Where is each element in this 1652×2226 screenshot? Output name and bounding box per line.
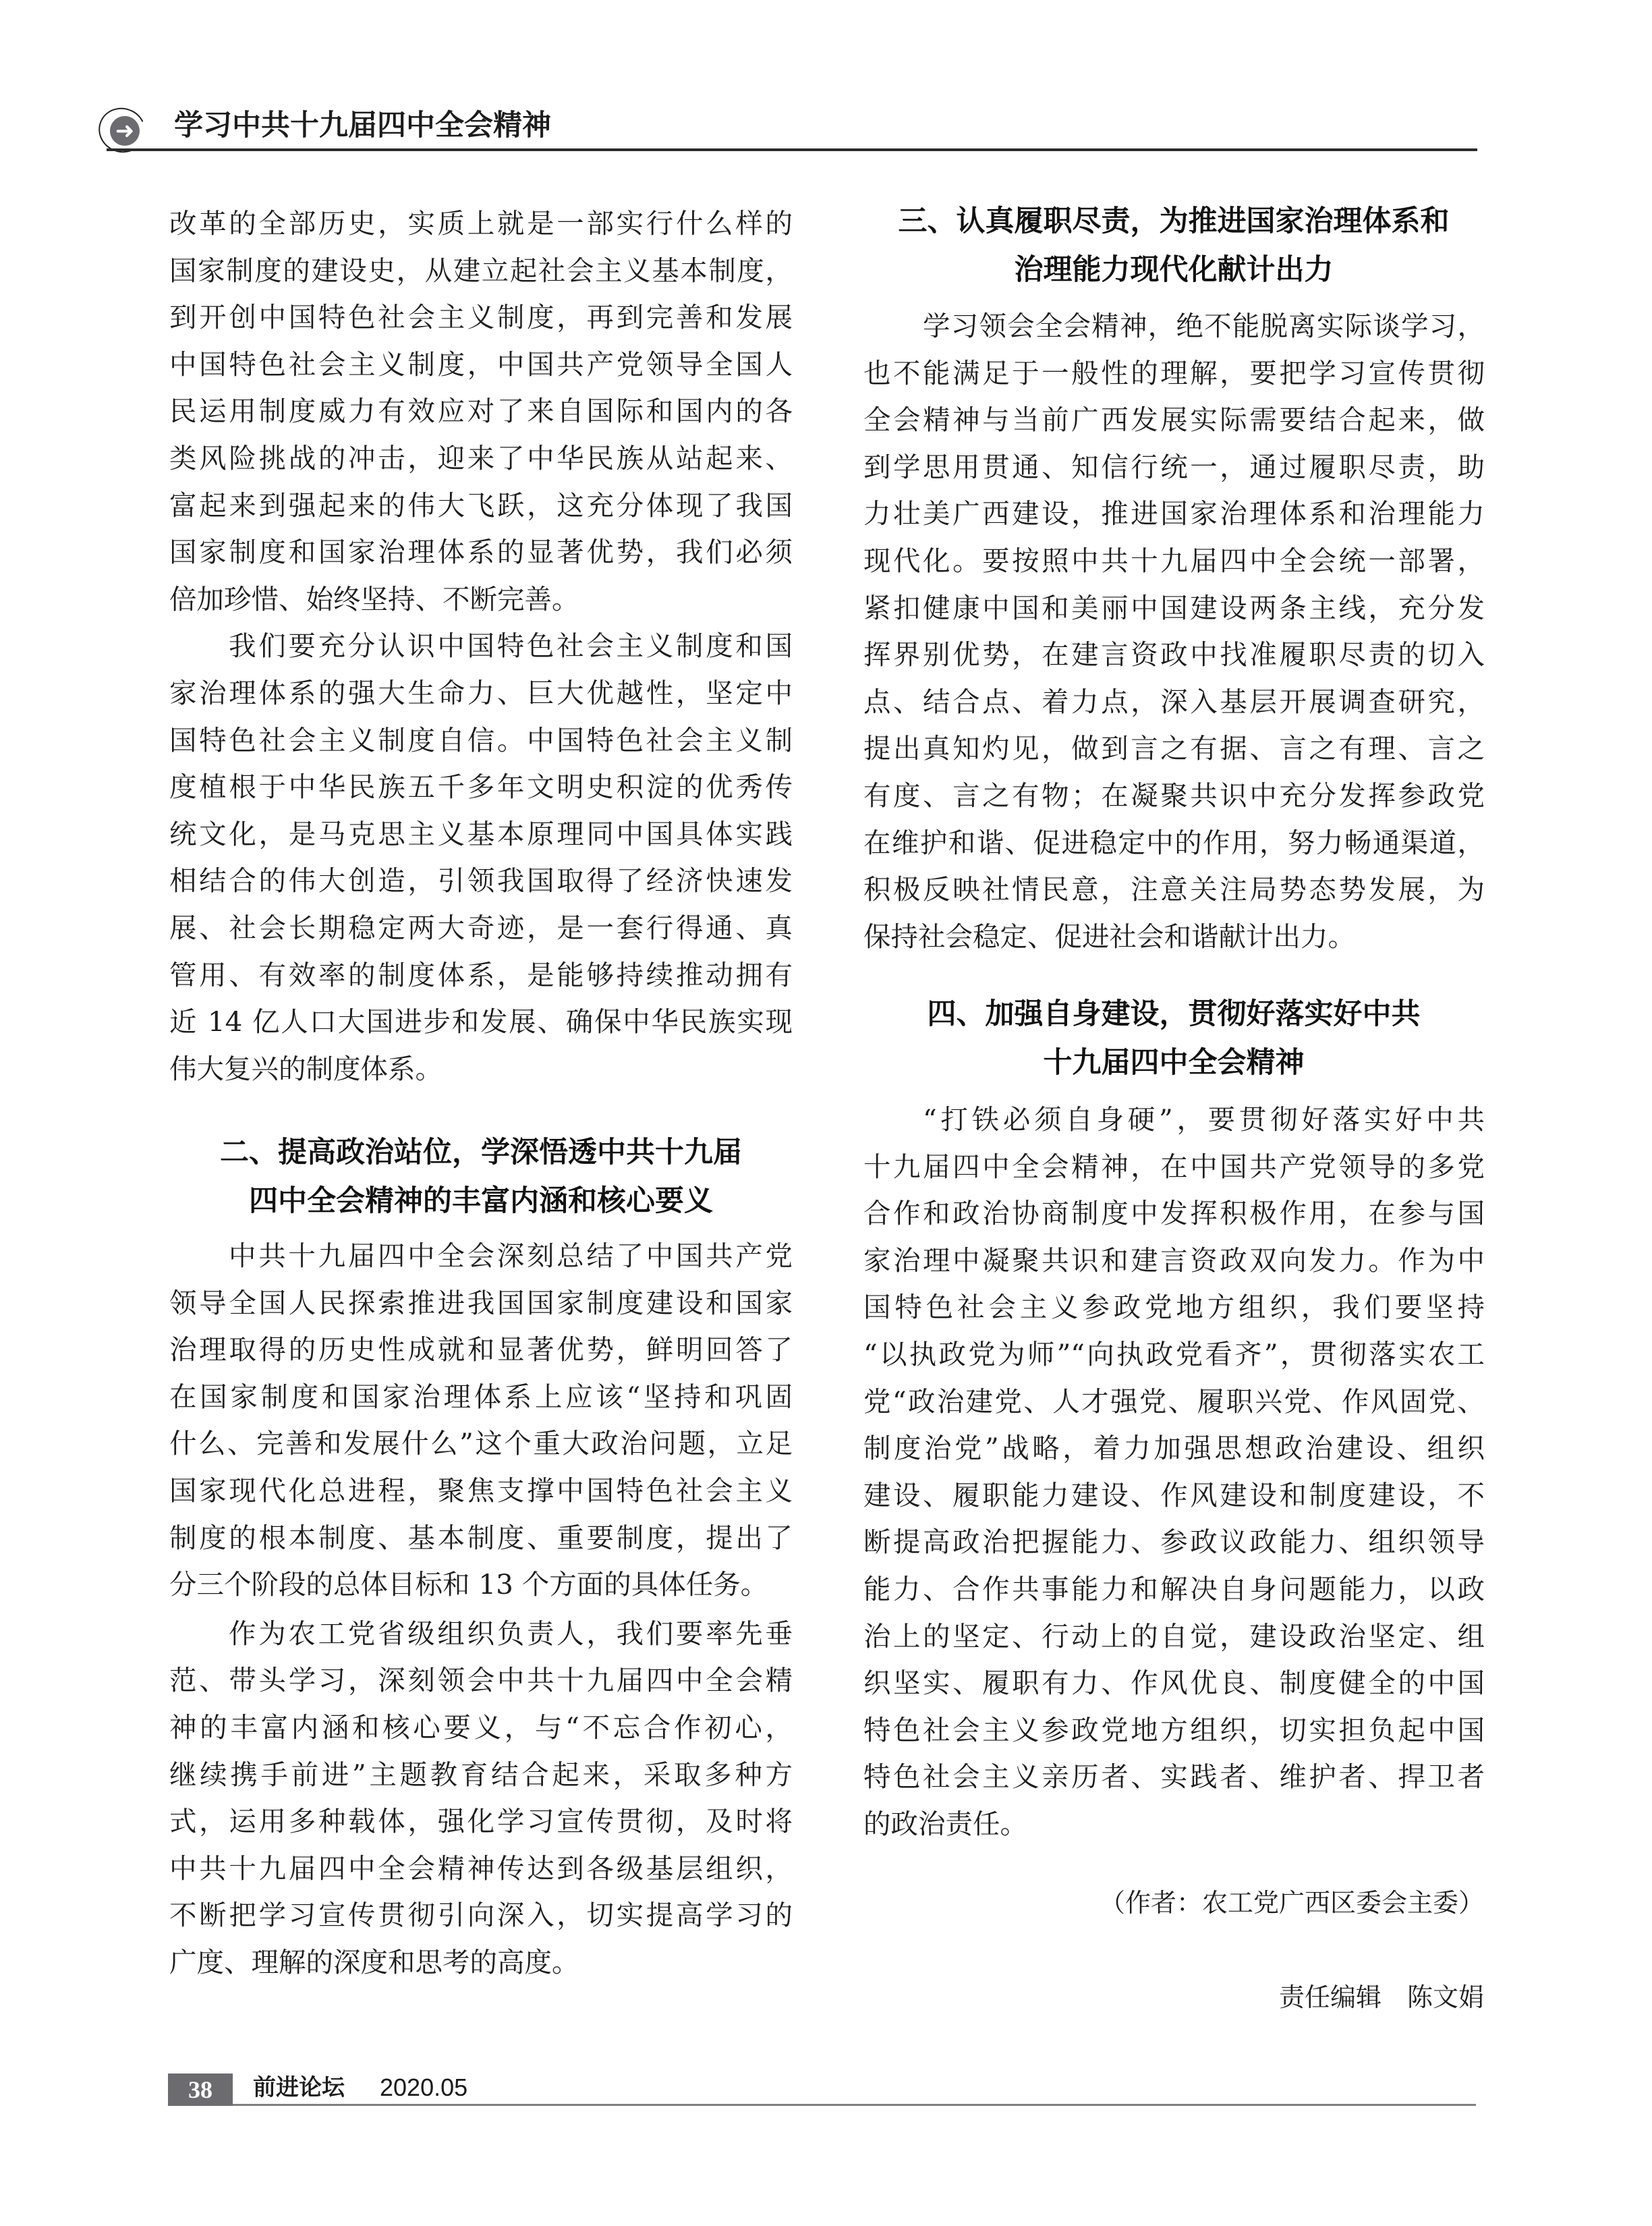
paragraph-2-line: 家治理体系的强大生命力、巨大优越性，坚定中: [169, 677, 793, 709]
magazine-name: 前进论坛: [253, 2074, 345, 2101]
paragraph-5-line: 提出真知灼见，做到言之有据、言之有理、言之: [863, 732, 1485, 765]
paragraph-3-line: 制度的根本制度、基本制度、重要制度，提出了: [169, 1521, 793, 1554]
paragraph-4-line: 神的丰富内涵和核心要义，与“不忘合作初心，: [169, 1711, 793, 1744]
author-note: （作者：农工党广西区委会主委）: [1099, 1888, 1484, 1918]
paragraph-1-line: 倍加珍惜、始终坚持、不断完善。: [169, 582, 579, 615]
section-heading-line: 二、提高政治站位，学深悟透中共十九届: [220, 1136, 742, 1169]
paragraph-5-line: 现代化。要按照中共十九届四中全会统一部署，: [863, 545, 1485, 577]
section-heading-line: 三、认真履职尽责，为推进国家治理体系和: [898, 204, 1450, 238]
paragraph-5-line: 力壮美广西建设，推进国家治理体系和治理能力: [863, 497, 1485, 530]
paragraph-2-line: 度植根于中华民族五千多年文明史积淀的优秀传: [169, 771, 793, 804]
header-rule: [107, 148, 1477, 151]
paragraph-1-line: 国家制度的建设史，从建立起社会主义基本制度，: [169, 254, 793, 287]
paragraph-6-line: 建设、履职能力建设、作风建设和制度建设，不: [863, 1478, 1485, 1511]
paragraph-5-line: 挥界别优势，在建言资政中找准履职尽责的切入: [863, 638, 1485, 671]
section-title: 学习中共十九届四中全会精神: [174, 109, 551, 142]
paragraph-4-line: 中共十九届四中全会精神传达到各级基层组织，: [169, 1852, 793, 1885]
section-heading-line: 四中全会精神的丰富内涵和核心要义: [249, 1184, 713, 1218]
paragraph-6-line: 特色社会主义参政党地方组织，切实担负起中国: [863, 1713, 1485, 1746]
issue-date: 2020.05: [380, 2074, 468, 2101]
paragraph-6-line: 十九届四中全会精神，在中国共产党领导的多党: [863, 1150, 1485, 1183]
paragraph-6-line: 治上的坚定、行动上的自觉，建设政治坚定、组: [863, 1619, 1485, 1652]
paragraph-2-line: 统文化，是马克思主义基本原理同中国具体实践: [169, 817, 793, 850]
paragraph-3-line: 分三个阶段的总体目标和 13 个方面的具体任务。: [169, 1568, 768, 1601]
paragraph-6-line: 国特色社会主义参政党地方组织，我们要坚持: [863, 1291, 1485, 1324]
paragraph-6-line: 断提高政治把握能力、参政议政能力、组织领导: [863, 1526, 1485, 1559]
section-heading-line: 十九届四中全会精神: [1043, 1046, 1305, 1080]
paragraph-3-line: 中共十九届四中全会深刻总结了中国共产党: [229, 1240, 793, 1272]
paragraph-5-line: 保持社会稳定、促进社会和谐献计出力。: [863, 920, 1355, 953]
paragraph-5-line: 全会精神与当前广西发展实际需要结合起来，做: [863, 404, 1485, 437]
paragraph-4-line: 继续携手前进”主题教育结合起来，采取多种方: [169, 1758, 793, 1791]
footer-rule: [233, 2104, 1476, 2106]
paragraph-3-line: 在国家制度和国家治理体系上应该“坚持和巩固: [169, 1380, 793, 1413]
paragraph-5-line: 在维护和谐、促进稳定中的作用，努力畅通渠道，: [863, 826, 1485, 859]
paragraph-1-line: 改革的全部历史，实质上就是一部实行什么样的: [169, 207, 793, 240]
paragraph-3-line: 领导全国人民探索推进我国国家制度建设和国家: [169, 1286, 793, 1319]
paragraph-4-line: 作为农工党省级组织负责人，我们要率先垂: [229, 1617, 793, 1650]
paragraph-6-line: “打铁必须自身硬”，要贯彻好落实好中共: [923, 1103, 1485, 1136]
paragraph-5-line: 学习领会全会精神，绝不能脱离实际谈学习，: [923, 310, 1485, 342]
paragraph-6-line: 的政治责任。: [863, 1808, 1027, 1840]
paragraph-6-line: 特色社会主义亲历者、实践者、维护者、捍卫者: [863, 1760, 1485, 1793]
paragraph-6-line: 家治理中凝聚共识和建言资政双向发力。作为中: [863, 1244, 1485, 1277]
paragraph-4-line: 不断把学习宣传贯彻引向深入，切实提高学习的: [169, 1899, 793, 1932]
section-heading-line: 四、加强自身建设，贯彻好落实好中共: [927, 997, 1421, 1031]
paragraph-2-line: 管用、有效率的制度体系，是能够持续推动拥有: [169, 958, 793, 991]
paragraph-1-line: 民运用制度威力有效应对了来自国际和国内的各: [169, 395, 793, 428]
paragraph-4-line: 范、带头学习，深刻领会中共十九届四中全会精: [169, 1664, 793, 1697]
paragraph-3-line: 治理取得的历史性成就和显著优势，鲜明回答了: [169, 1333, 793, 1366]
paragraph-6-line: 制度治党”战略，着力加强思想政治建设、组织: [863, 1432, 1485, 1465]
editor-note: 责任编辑 陈文娟: [1278, 1982, 1484, 2012]
paragraph-2-line: 伟大复兴的制度体系。: [169, 1052, 443, 1085]
paragraph-3-line: 什么、完善和发展什么”这个重大政治问题，立足: [169, 1427, 793, 1460]
paragraph-3-line: 国家现代化总进程，聚焦支撑中国特色社会主义: [169, 1474, 793, 1507]
paragraph-2-line: 展、社会长期稳定两大奇迹，是一套行得通、真: [169, 912, 793, 944]
paragraph-4-line: 广度、理解的深度和思考的高度。: [169, 1946, 579, 1978]
arrow-right-circle-icon: ➜: [110, 116, 140, 146]
paragraph-5-line: 紧扣健康中国和美丽中国建设两条主线，充分发: [863, 591, 1485, 624]
paragraph-2-line: 国特色社会主义制度自信。中国特色社会主义制: [169, 723, 793, 756]
paragraph-5-line: 点、结合点、着力点，深入基层开展调查研究，: [863, 685, 1485, 718]
page-number: 38: [168, 2074, 233, 2106]
section-heading-line: 治理能力现代化献计出力: [1014, 253, 1334, 287]
paragraph-5-line: 到学思用贯通、知信行统一，通过履职尽责，助: [863, 450, 1485, 483]
paragraph-5-line: 积极反映社情民意，注意关注局势态势发展，为: [863, 873, 1485, 906]
paragraph-2-line: 我们要充分认识中国特色社会主义制度和国: [229, 630, 793, 663]
paragraph-6-line: “以执政党为师”“向执政党看齐”，贯彻落实农工: [863, 1338, 1485, 1370]
paragraph-6-line: 党“政治建党、人才强党、履职兴党、作风固党、: [863, 1385, 1485, 1418]
paragraph-5-line: 有度、言之有物；在凝聚共识中充分发挥参政党: [863, 779, 1485, 812]
paragraph-1-line: 类风险挑战的冲击，迎来了中华民族从站起来、: [169, 442, 793, 474]
paragraph-2-line: 近 14 亿人口大国进步和发展、确保中华民族实现: [169, 1005, 793, 1038]
paragraph-6-line: 合作和政治协商制度中发挥积极作用，在参与国: [863, 1197, 1485, 1230]
paragraph-1-line: 到开创中国特色社会主义制度，再到完善和发展: [169, 301, 793, 334]
paragraph-1-line: 中国特色社会主义制度，中国共产党领导全国人: [169, 347, 793, 381]
paragraph-4-line: 式，运用多种载体，强化学习宣传贯彻，及时将: [169, 1805, 793, 1838]
paragraph-2-line: 相结合的伟大创造，引领我国取得了经济快速发: [169, 864, 793, 897]
paragraph-6-line: 能力、合作共事能力和解决自身问题能力，以政: [863, 1573, 1485, 1605]
paragraph-1-line: 富起来到强起来的伟大飞跃，这充分体现了我国: [169, 489, 793, 522]
paragraph-5-line: 也不能满足于一般性的理解，要把学习宣传贯彻: [863, 356, 1485, 389]
paragraph-6-line: 织坚实、履职有力、作风优良、制度健全的中国: [863, 1667, 1485, 1700]
paragraph-1-line: 国家制度和国家治理体系的显著优势，我们必须: [169, 536, 793, 569]
